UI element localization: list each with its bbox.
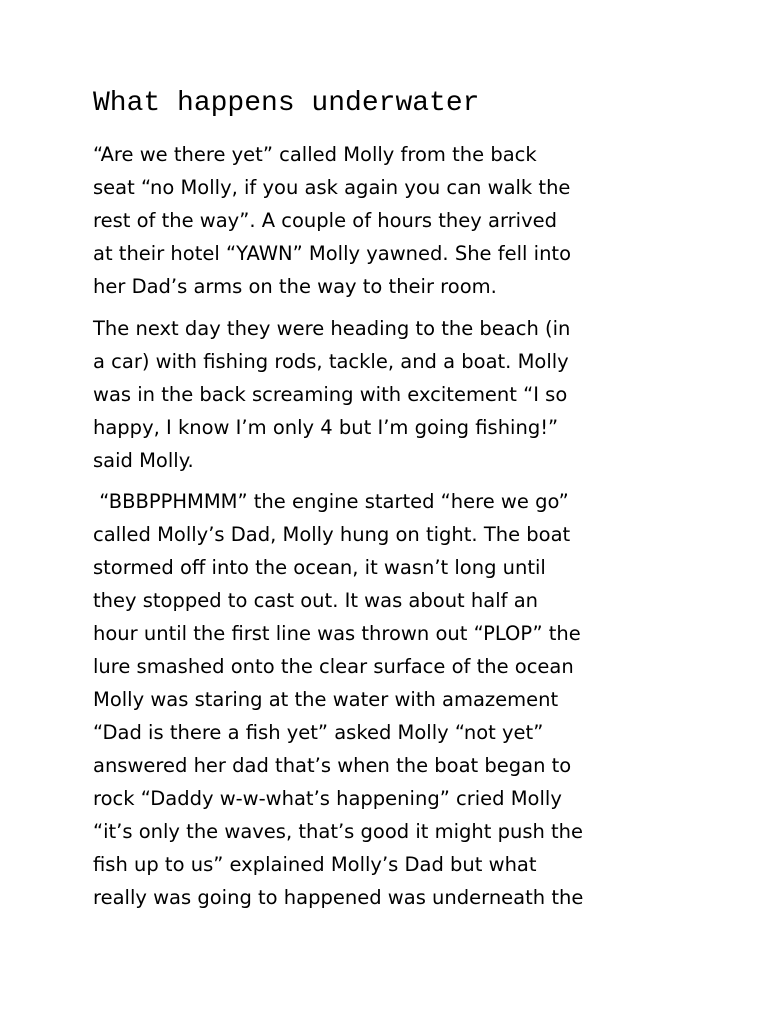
paragraph-3-line: answered her dad that’s when the boat began to xyxy=(93,754,572,777)
paragraph-3-line: lure smashed onto the clear surface of the ocean xyxy=(93,655,574,678)
paragraph-1-line: “Are we there yet” called Molly from the back xyxy=(93,143,537,166)
paragraph-3-line: “BBBPPHMMM” the engine started “here we go” xyxy=(93,490,569,513)
paragraph-1-line: rest of the way”. A couple of hours they arrived xyxy=(93,209,557,232)
paragraph-3-line: “Dad is there a fish yet” asked Molly “not yet” xyxy=(93,721,544,744)
paragraph-3-line: they stopped to cast out. It was about half an xyxy=(93,589,538,612)
paragraph-3-line: really was going to happened was underneath the xyxy=(93,886,584,909)
paragraph-3-line: Molly was staring at the water with amazement xyxy=(93,688,559,711)
paragraph-3-line: called Molly’s Dad, Molly hung on tight. The boat xyxy=(93,523,571,546)
paragraph-3-line: fish up to us” explained Molly’s Dad but what xyxy=(93,853,537,876)
document-title: What happens underwater xyxy=(93,88,480,119)
paragraph-1-line: her Dad’s arms on the way to their room. xyxy=(93,275,497,298)
paragraph-2-line: The next day they were heading to the beach (in xyxy=(93,317,571,340)
paragraph-2-line: a car) with fishing rods, tackle, and a boat. Molly xyxy=(93,350,569,373)
paragraph-3-line: rock “Daddy w-w-what’s happening” cried Molly xyxy=(93,787,562,810)
paragraph-2 xyxy=(93,312,570,477)
paragraph-1 xyxy=(93,138,571,303)
paragraph-1-line: seat “no Molly, if you ask again you can walk the xyxy=(93,176,571,199)
paragraph-3-line: stormed off into the ocean, it wasn’t long until xyxy=(93,556,546,579)
paragraph-2-line: was in the back screaming with excitement “I so xyxy=(93,383,568,406)
paragraph-1-line: at their hotel “YAWN” Molly yawned. She fell into xyxy=(93,242,571,265)
paragraph-2-line: happy, I know I’m only 4 but I’m going fishing!” xyxy=(93,416,559,439)
paragraph-3-line: hour until the first line was thrown out “PLOP” the xyxy=(93,622,581,645)
paragraph-3-line: “it’s only the waves, that’s good it might push the xyxy=(93,820,584,843)
paragraph-3 xyxy=(93,485,583,914)
paragraph-2-line: said Molly. xyxy=(93,449,194,472)
